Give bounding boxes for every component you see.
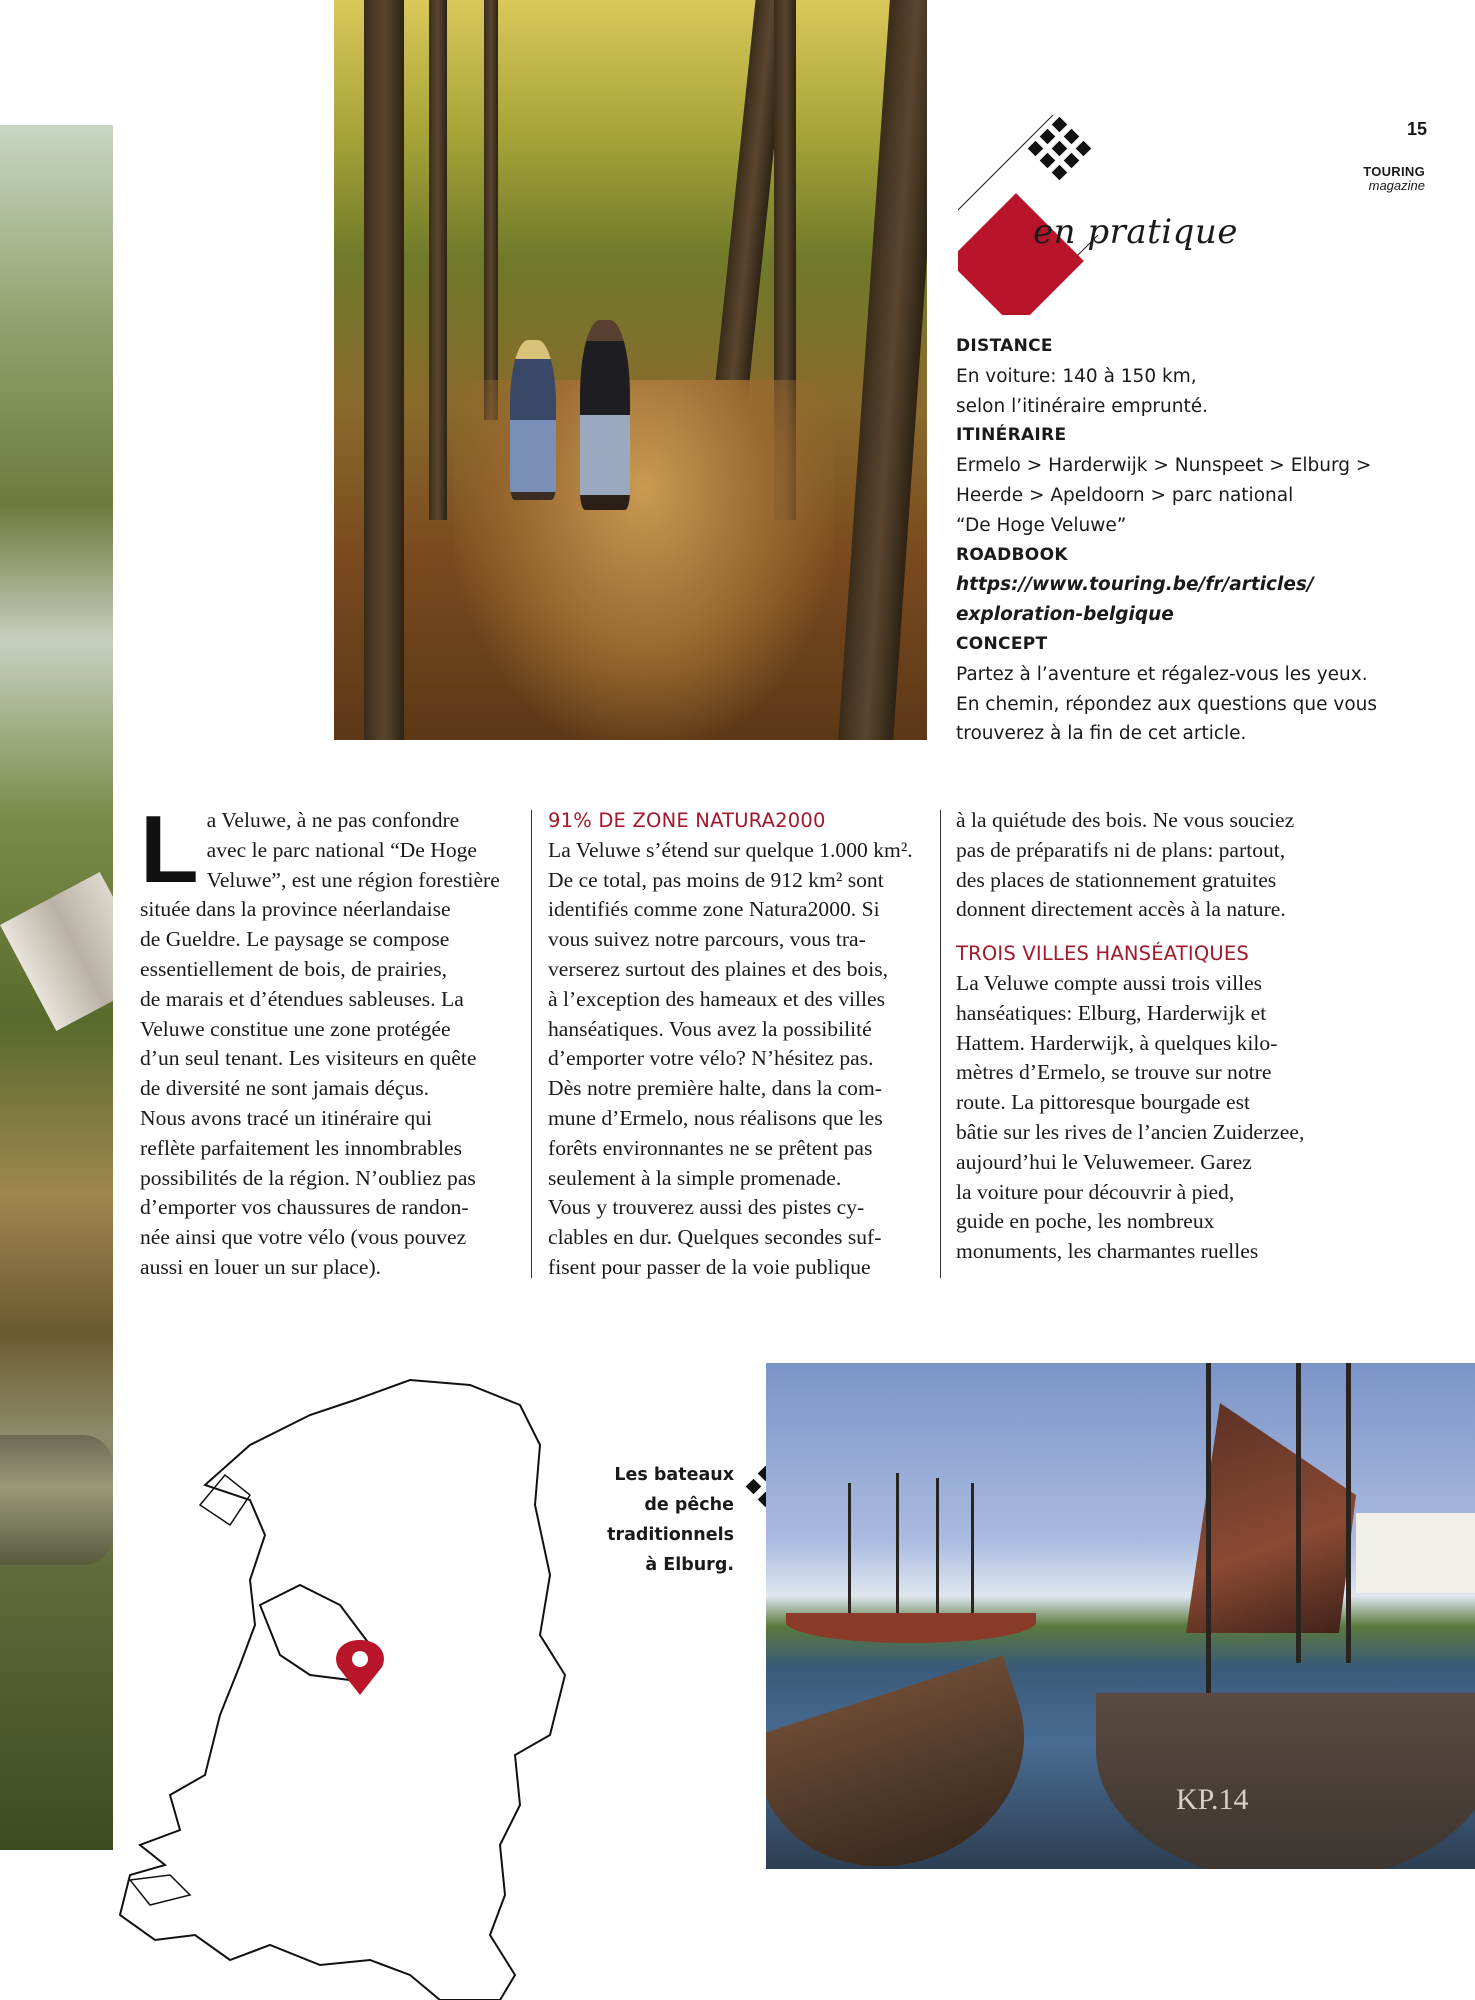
delta-outline xyxy=(130,1875,190,1905)
body-line: de Gueldre. Le paysage se compose xyxy=(140,927,450,952)
tree-trunk xyxy=(429,0,447,520)
body-line: la voiture pour découvrir à pied, xyxy=(956,1179,1235,1204)
body-line: pas de préparatifs ni de plans: partout, xyxy=(956,837,1286,862)
brand-line-2: magazine xyxy=(1368,177,1425,193)
photo-caption xyxy=(600,1460,734,1580)
body-line: essentiellement de bois, de prairies, xyxy=(140,956,448,981)
mossy-log xyxy=(0,1435,113,1565)
distance-line: selon l’itinéraire emprunté. xyxy=(956,395,1209,417)
body-line: à la quiétude des bois. Ne vous souciez xyxy=(956,808,1295,832)
practical-info-box xyxy=(956,332,1436,749)
article-column-2 xyxy=(548,806,928,1283)
mast xyxy=(1296,1363,1301,1663)
mast xyxy=(896,1473,899,1623)
body-line: hanséatiques. Vous avez la possibilité xyxy=(548,1016,872,1041)
netherlands-map xyxy=(110,1375,590,2000)
section-heading-hanseatic: TROIS VILLES HANSÉATIQUES xyxy=(956,942,1249,966)
elburg-boats-photo xyxy=(766,1363,1475,1869)
mast xyxy=(1346,1363,1351,1663)
mast xyxy=(971,1483,974,1623)
forest-walk-photo xyxy=(334,0,927,740)
mast xyxy=(848,1483,851,1623)
body-line: fisent pour passer de la voie publique xyxy=(548,1254,871,1279)
article-column-1 xyxy=(140,796,510,1283)
boat-registration: KP.14 xyxy=(1176,1783,1249,1816)
mast xyxy=(1206,1363,1211,1703)
body-line: De ce total, pas moins de 912 km² sont xyxy=(548,867,884,892)
mast xyxy=(936,1478,939,1623)
distance-line: En voiture: 140 à 150 km, xyxy=(956,365,1197,387)
harbour-house xyxy=(1356,1513,1475,1593)
roadbook-link[interactable]: https://www.touring.be/fr/articles/ xyxy=(956,574,1314,596)
body-line: identifiés comme zone Natura2000. Si xyxy=(548,897,880,922)
body-line: des places de stationnement gratuites xyxy=(956,867,1277,892)
itineraire-line: Heerde > Apeldoorn > parc national xyxy=(956,484,1294,506)
body-line: Nous avons tracé un itinéraire qui xyxy=(140,1105,433,1130)
tree-trunk xyxy=(838,0,927,740)
body-line: située dans la province néerlandaise xyxy=(140,897,451,922)
body-line: mètres d’Ermelo, se trouve sur notre xyxy=(956,1060,1272,1085)
body-line: mune d’Ermelo, nous réalisons que les xyxy=(548,1105,883,1130)
concept-line: trouverez à la fin de cet article. xyxy=(956,723,1247,745)
location-pin-icon xyxy=(336,1640,384,1695)
itineraire-label: ITINÉRAIRE xyxy=(956,425,1067,446)
body-line: d’un seul tenant. Les visiteurs en quête xyxy=(140,1046,477,1071)
body-line: seulement à la simple promenade. xyxy=(548,1165,842,1190)
body-line: Dès notre première halte, dans la com- xyxy=(548,1076,882,1101)
concept-line: Partez à l’aventure et régalez-vous les yeux. xyxy=(956,663,1368,685)
country-outline xyxy=(120,1380,565,2000)
column-rule xyxy=(940,810,941,1278)
body-line: d’emporter votre vélo? N’hésitez pas. xyxy=(548,1046,874,1071)
body-line: possibilités de la région. N’oubliez pas xyxy=(140,1165,476,1190)
fishing-boat-hull xyxy=(1096,1693,1475,1869)
body-line: monuments, les charmantes ruelles xyxy=(956,1239,1259,1264)
page-number: 15 xyxy=(1406,119,1427,139)
body-line: donnent directement accès à la nature. xyxy=(956,897,1286,922)
boat-hull xyxy=(786,1613,1036,1643)
body-line: clables en dur. Quelques secondes suf- xyxy=(548,1225,882,1250)
body-line: reflète parfaitement les innombrables xyxy=(140,1135,462,1160)
body-line: bâtie sur les rives de l’ancien Zuiderzee, xyxy=(956,1119,1305,1144)
left-forest-photo xyxy=(0,125,113,1850)
body-line: avec le parc national “De Hoge xyxy=(206,837,478,862)
body-line: guide en poche, les nombreux xyxy=(956,1209,1215,1234)
tree-trunk xyxy=(364,0,404,740)
body-line: a Veluwe, à ne pas confondre xyxy=(206,808,460,832)
body-line: hanséatiques: Elburg, Harderwijk et xyxy=(956,1000,1267,1025)
body-line: à l’exception des hameaux et des villes xyxy=(548,986,885,1011)
magazine-brand xyxy=(1363,165,1425,192)
body-line: d’emporter vos chaussures de randon- xyxy=(140,1195,469,1220)
body-line: verserez surtout des plaines et des bois, xyxy=(548,956,889,981)
drop-cap: L xyxy=(140,796,199,903)
body-line: née ainsi que votre vélo (vous pouvez xyxy=(140,1225,467,1250)
itineraire-line: Ermelo > Harderwijk > Nunspeet > Elburg > xyxy=(956,455,1372,477)
brown-sail xyxy=(1186,1403,1356,1633)
brand-line-1: TOURING xyxy=(1363,164,1425,179)
itineraire-line: “De Hoge Veluwe” xyxy=(956,514,1127,536)
man-walking xyxy=(580,320,630,510)
woman-walking xyxy=(510,340,556,500)
roadbook-link[interactable]: exploration-belgique xyxy=(956,604,1174,626)
caption-line: de pêche xyxy=(644,1495,734,1515)
body-line: forêts environnantes ne se prêtent pas xyxy=(548,1135,873,1160)
body-line: aussi en louer un sur place). xyxy=(140,1254,382,1279)
checker-diamond-icon xyxy=(1028,117,1092,181)
birch-trunk xyxy=(0,872,113,1031)
column-rule xyxy=(531,810,532,1278)
body-line: aujourd’hui le Veluwemeer. Garez xyxy=(956,1149,1252,1174)
article-column-3 xyxy=(956,806,1344,1267)
section-heading-natura: 91% DE ZONE NATURA2000 xyxy=(548,809,826,832)
concept-line: En chemin, répondez aux questions que vous xyxy=(956,693,1378,715)
roadbook-label: ROADBOOK xyxy=(956,544,1068,565)
body-line: Veluwe”, est une région forestière xyxy=(206,867,500,892)
caption-line: traditionnels xyxy=(607,1525,734,1545)
body-line: Vous y trouverez aussi des pistes cy- xyxy=(548,1195,865,1220)
caption-line: à Elburg. xyxy=(645,1555,734,1575)
en-pratique-title: en pratique xyxy=(1033,212,1238,252)
body-line: vous suivez notre parcours, vous tra- xyxy=(548,927,866,952)
caption-line: Les bateaux xyxy=(614,1465,734,1485)
body-line: de marais et d’étendues sableuses. La xyxy=(140,986,464,1011)
body-line: de diversité ne sont jamais déçus. xyxy=(140,1076,430,1101)
body-line: Hattem. Harderwijk, à quelques kilo- xyxy=(956,1030,1278,1055)
rowing-boat xyxy=(766,1655,1056,1869)
distance-label: DISTANCE xyxy=(956,336,1053,356)
body-line: Veluwe constitue une zone protégée xyxy=(140,1016,451,1041)
body-line: route. La pittoresque bourgade est xyxy=(956,1090,1251,1115)
tree-trunk xyxy=(484,0,498,420)
body-line: La Veluwe s’étend sur quelque 1.000 km². xyxy=(548,837,913,862)
body-line: La Veluwe compte aussi trois villes xyxy=(956,970,1263,995)
concept-label: CONCEPT xyxy=(956,633,1048,654)
